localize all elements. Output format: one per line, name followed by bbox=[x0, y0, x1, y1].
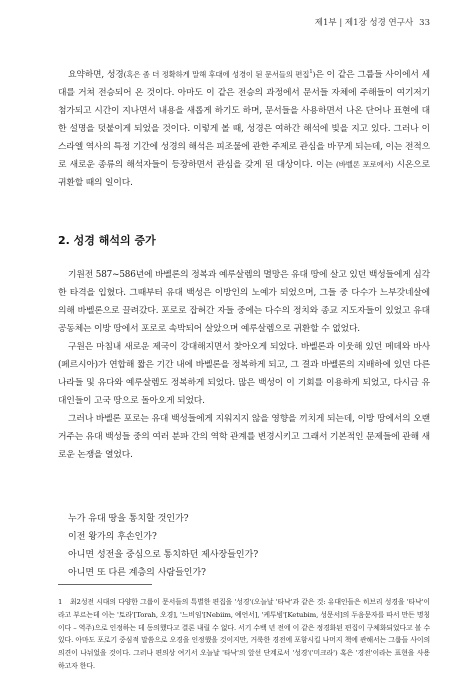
parenthetical-exile: (바벨론 포로에서) bbox=[336, 160, 394, 169]
question-item: 아니면 성전을 중심으로 통치하던 제사장들인가? bbox=[68, 550, 259, 560]
section-body bbox=[58, 266, 430, 464]
footnote-divider bbox=[58, 584, 152, 585]
running-head bbox=[315, 16, 430, 28]
footnote-reference: 1 bbox=[309, 69, 313, 76]
footnote bbox=[58, 596, 430, 673]
paragraph-salvation: 구원은 마침내 새로운 제국이 강대해지면서 찾아오게 되었다. 바벨론과 이웃해 있던 메데와 바사(페르시아)가 연합해 짧은 기간 내에 바벨론을 정복하게 되고, 그 결과 바벨론의 지배하에 있던 다른 나라들 및 유다와 예루살렘도 정복하게 되었다. 많은 백성이 이 기회를 이용하게 되었고, 다시금 유대인들이 고국 땅으로 돌아오게 되었다. bbox=[58, 342, 430, 406]
paragraph-rest: 은 이 같은 그룹들 사이에서 세대를 거쳐 전승되어 온 것이다. 아마도 이 같은 전승의 과정에서 문서들 자체에 주해들이 여기저기 첨가되고 시간이 지나면서 내용을 새롭게 하기도 하며, 문서들을 사용하면서 나온 단어나 표현에 대한 설명을 덧붙이게 되었을 것이다. 이렇게 볼 때, 성경은 여하간 해석에 빚을 지고 있다. 그러나 이스라엘 역사의 특정 기간에 성경의 해석은 피조물에 관한 주제로 관심을 바꾸게 되는데, 이는 전적으로 새로운 종류의 해석자들이 등장하면서 관심을 갖게 된 대상이다. 이는 bbox=[58, 70, 430, 170]
footnote-mark: 1 bbox=[58, 598, 63, 606]
running-head-title: 제1부 | 제1장 성경 연구사 bbox=[314, 18, 414, 28]
parenthetical-aside: (혹은 좀 더 정확하게 말해 후대에 성경이 된 문서들의 편집 bbox=[123, 70, 310, 79]
question-item: 누가 유대 땅을 통치할 것인가? bbox=[68, 514, 189, 524]
paragraph-exile-impact: 그러나 바벨론 포로는 유대 백성들에게 지워지지 않을 영향을 끼치게 되는데, 이방 땅에서의 오랜 거주는 유대 백성들 중의 여러 분파 간의 역학 관계를 변경시키고 그래서 기본적인 문제들에 관해 새로운 논쟁을 열었다. bbox=[58, 414, 430, 460]
paragraph bbox=[58, 66, 430, 192]
footnote-text: 최2성전 시대의 다양한 그룹이 문서들의 특별한 편집을 '성경'(오늘날 '타낙'과 같은 것: 유대인들은 히브리 성경을 '타낙'이라고 부르는데 이는 '토라'[Torah, 오경], '느비임'[Nebiim, 예언서], '케투빔'[Ketubim, 성문서]의 두음문자를 따서 만든 명칭이다 – 역주)으로 인정하는 데 동의했다고 결론 내릴 수 없다. 서기 수백 년 전에 이 같은 정경화된 편집이 구체화되었다고 볼 수 있다. 아마도 포로기 중심적 말씀으로 오경을 인정했을 것이지만, 거룩한 경전에 포함시킬 나머지 책에 관해서는 그룹들 사이의 의견이 나뉘었을 것이다. 그러나 편의상 여기서 오늘날 '타낙'의 앞선 단계로서 '성경'('미크라') 혹은 '경전'이라는 표현을 사용하고자 한다. bbox=[58, 598, 430, 670]
paragraph-summary bbox=[58, 66, 430, 192]
page-number: 33 bbox=[419, 18, 430, 28]
parenthetical-aside-end: ) bbox=[312, 70, 316, 79]
paragraph-conquest: 기원전 587~586년에 바벨론의 정복과 예루살렘의 멸망은 유대 땅에 살고 있던 백성들에게 심각한 타격을 입혔다. 그때부터 유대 백성은 이방인의 노예가 되었으며, 그들 중 다수가 느부갓네살에 의해 바벨론으로 끌려갔다. 포로로 잡혀간 자들 중에는 다수의 정치와 종교 지도자들이 있었고 유대 공동체는 이방 땅에서 포로로 속박되어 살았으며 예루살렘으로 귀환할 수 없었다. bbox=[58, 270, 430, 334]
question-list bbox=[68, 510, 258, 582]
question-item: 이전 왕가의 후손인가? bbox=[68, 532, 157, 542]
paragraph-start: 요약하면, 성경 bbox=[68, 70, 124, 80]
paragraph-end: 시온으로 귀환할 때의 일이다. bbox=[58, 160, 430, 188]
section-heading: 2. 성경 해석의 증가 bbox=[58, 234, 156, 247]
question-item: 아니면 또 다른 계층의 사람들인가? bbox=[68, 568, 206, 578]
